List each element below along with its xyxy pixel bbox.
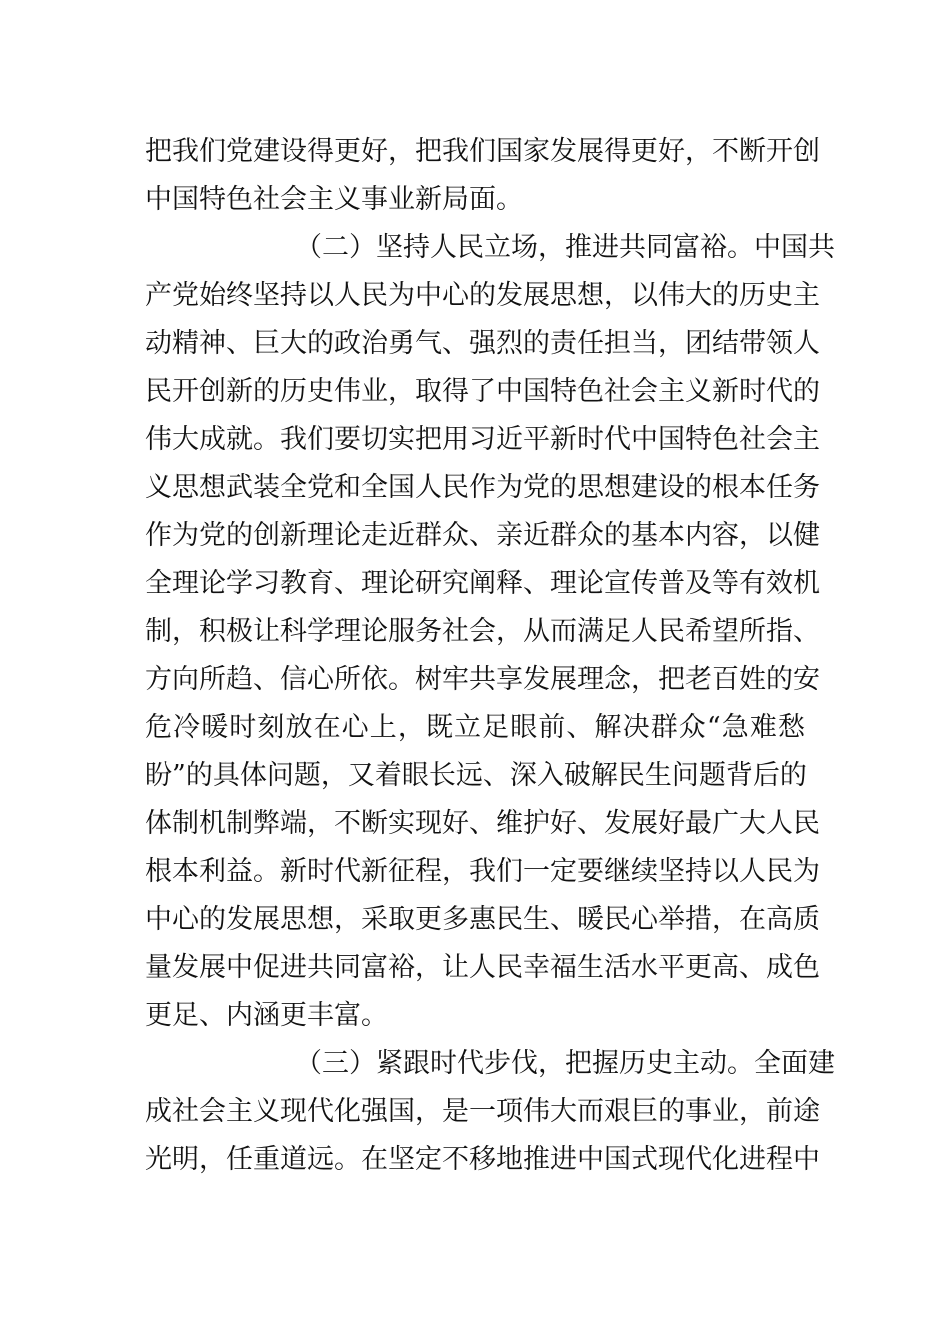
paragraph-heading-line xyxy=(145,1040,835,1088)
text-line: 方 向 所 趋 、 信 心 所 依 。 树 牢 共 享 发 展 理 念 ， 把 老 百 姓 的 安 xyxy=(145,664,820,695)
document-page xyxy=(145,128,835,1184)
line-text: （三）紧跟时代步伐，把握历史主动。全面建 xyxy=(295,1048,835,1079)
line-text: 中国特色社会主义事业新局面。 xyxy=(145,184,523,215)
paragraph-heading-line xyxy=(145,224,835,272)
text-line: 制 ， 积 极 让 科 学 理 论 服 务 社 会 ， 从 而 满 足 人 民 希 望 所 指 、 xyxy=(145,616,820,647)
text-line: 危 冷 暖 时 刻 放 在 心 上 ， 既 立 足 眼 前 、 解 决 群 众 “ 急 难 愁 xyxy=(145,712,805,743)
text-line: 中 心 的 发 展 思 想 ， 采 取 更 多 惠 民 生 、 暖 民 心 举 措 ， 在 高 质 xyxy=(145,904,820,935)
text-line: 伟 大 成 就 。 我 们 要 切 实 把 用 习 近 平 新 时 代 中 国 特 色 社 会 主 xyxy=(145,424,820,455)
text-line: 光 明 ， 任 重 道 远 。 在 坚 定 不 移 地 推 进 中 国 式 现 代 化 进 程 中 xyxy=(145,1144,820,1175)
text-line: 体 制 机 制 弊 端 ， 不 断 实 现 好 、 维 护 好 、 发 展 好 最 广 大 人 民 xyxy=(145,808,820,839)
line-text: （二）坚持人民立场，推进共同富裕。中国共 xyxy=(295,232,835,263)
text-line: 把 我 们 党 建 设 得 更 好 ， 把 我 们 国 家 发 展 得 更 好 ， 不 断 开 创 xyxy=(145,136,820,167)
text-line: 产 党 始 终 坚 持 以 人 民 为 中 心 的 发 展 思 想 ， 以 伟 大 的 历 史 主 xyxy=(145,280,820,311)
text-line xyxy=(145,992,805,1040)
line-text: 更足、内涵更丰富。 xyxy=(145,1000,388,1031)
text-line: 根 本 利 益 。 新 时 代 新 征 程 ， 我 们 一 定 要 继 续 坚 持 以 人 民 为 xyxy=(145,856,820,887)
text-line xyxy=(145,176,805,224)
text-line: 作 为 党 的 创 新 理 论 走 近 群 众 、 亲 近 群 众 的 基 本 内 容 ， 以 健 xyxy=(145,520,820,551)
text-line: 盼 ” 的 具 体 问 题 ， 又 着 眼 长 远 、 深 入 破 解 民 生 问 题 背 后 的 xyxy=(145,760,807,791)
text-line: 全 理 论 学 习 教 育 、 理 论 研 究 阐 释 、 理 论 宣 传 普 及 等 有 效 机 xyxy=(145,568,820,599)
text-line: 民 开 创 新 的 历 史 伟 业 ， 取 得 了 中 国 特 色 社 会 主 义 新 时 代 的 xyxy=(145,376,820,407)
text-line: 量 发 展 中 促 进 共 同 富 裕 ， 让 人 民 幸 福 生 活 水 平 更 高 、 成 色 xyxy=(145,952,820,983)
text-line: 动 精 神 、 巨 大 的 政 治 勇 气 、 强 烈 的 责 任 担 当 ， 团 结 带 领 人 xyxy=(145,328,820,359)
text-line: 义 思 想 武 装 全 党 和 全 国 人 民 作 为 党 的 思 想 建 设 的 根 本 任 务 xyxy=(145,472,820,503)
text-line: 成 社 会 主 义 现 代 化 强 国 ， 是 一 项 伟 大 而 艰 巨 的 事 业 ， 前 途 xyxy=(145,1096,820,1127)
